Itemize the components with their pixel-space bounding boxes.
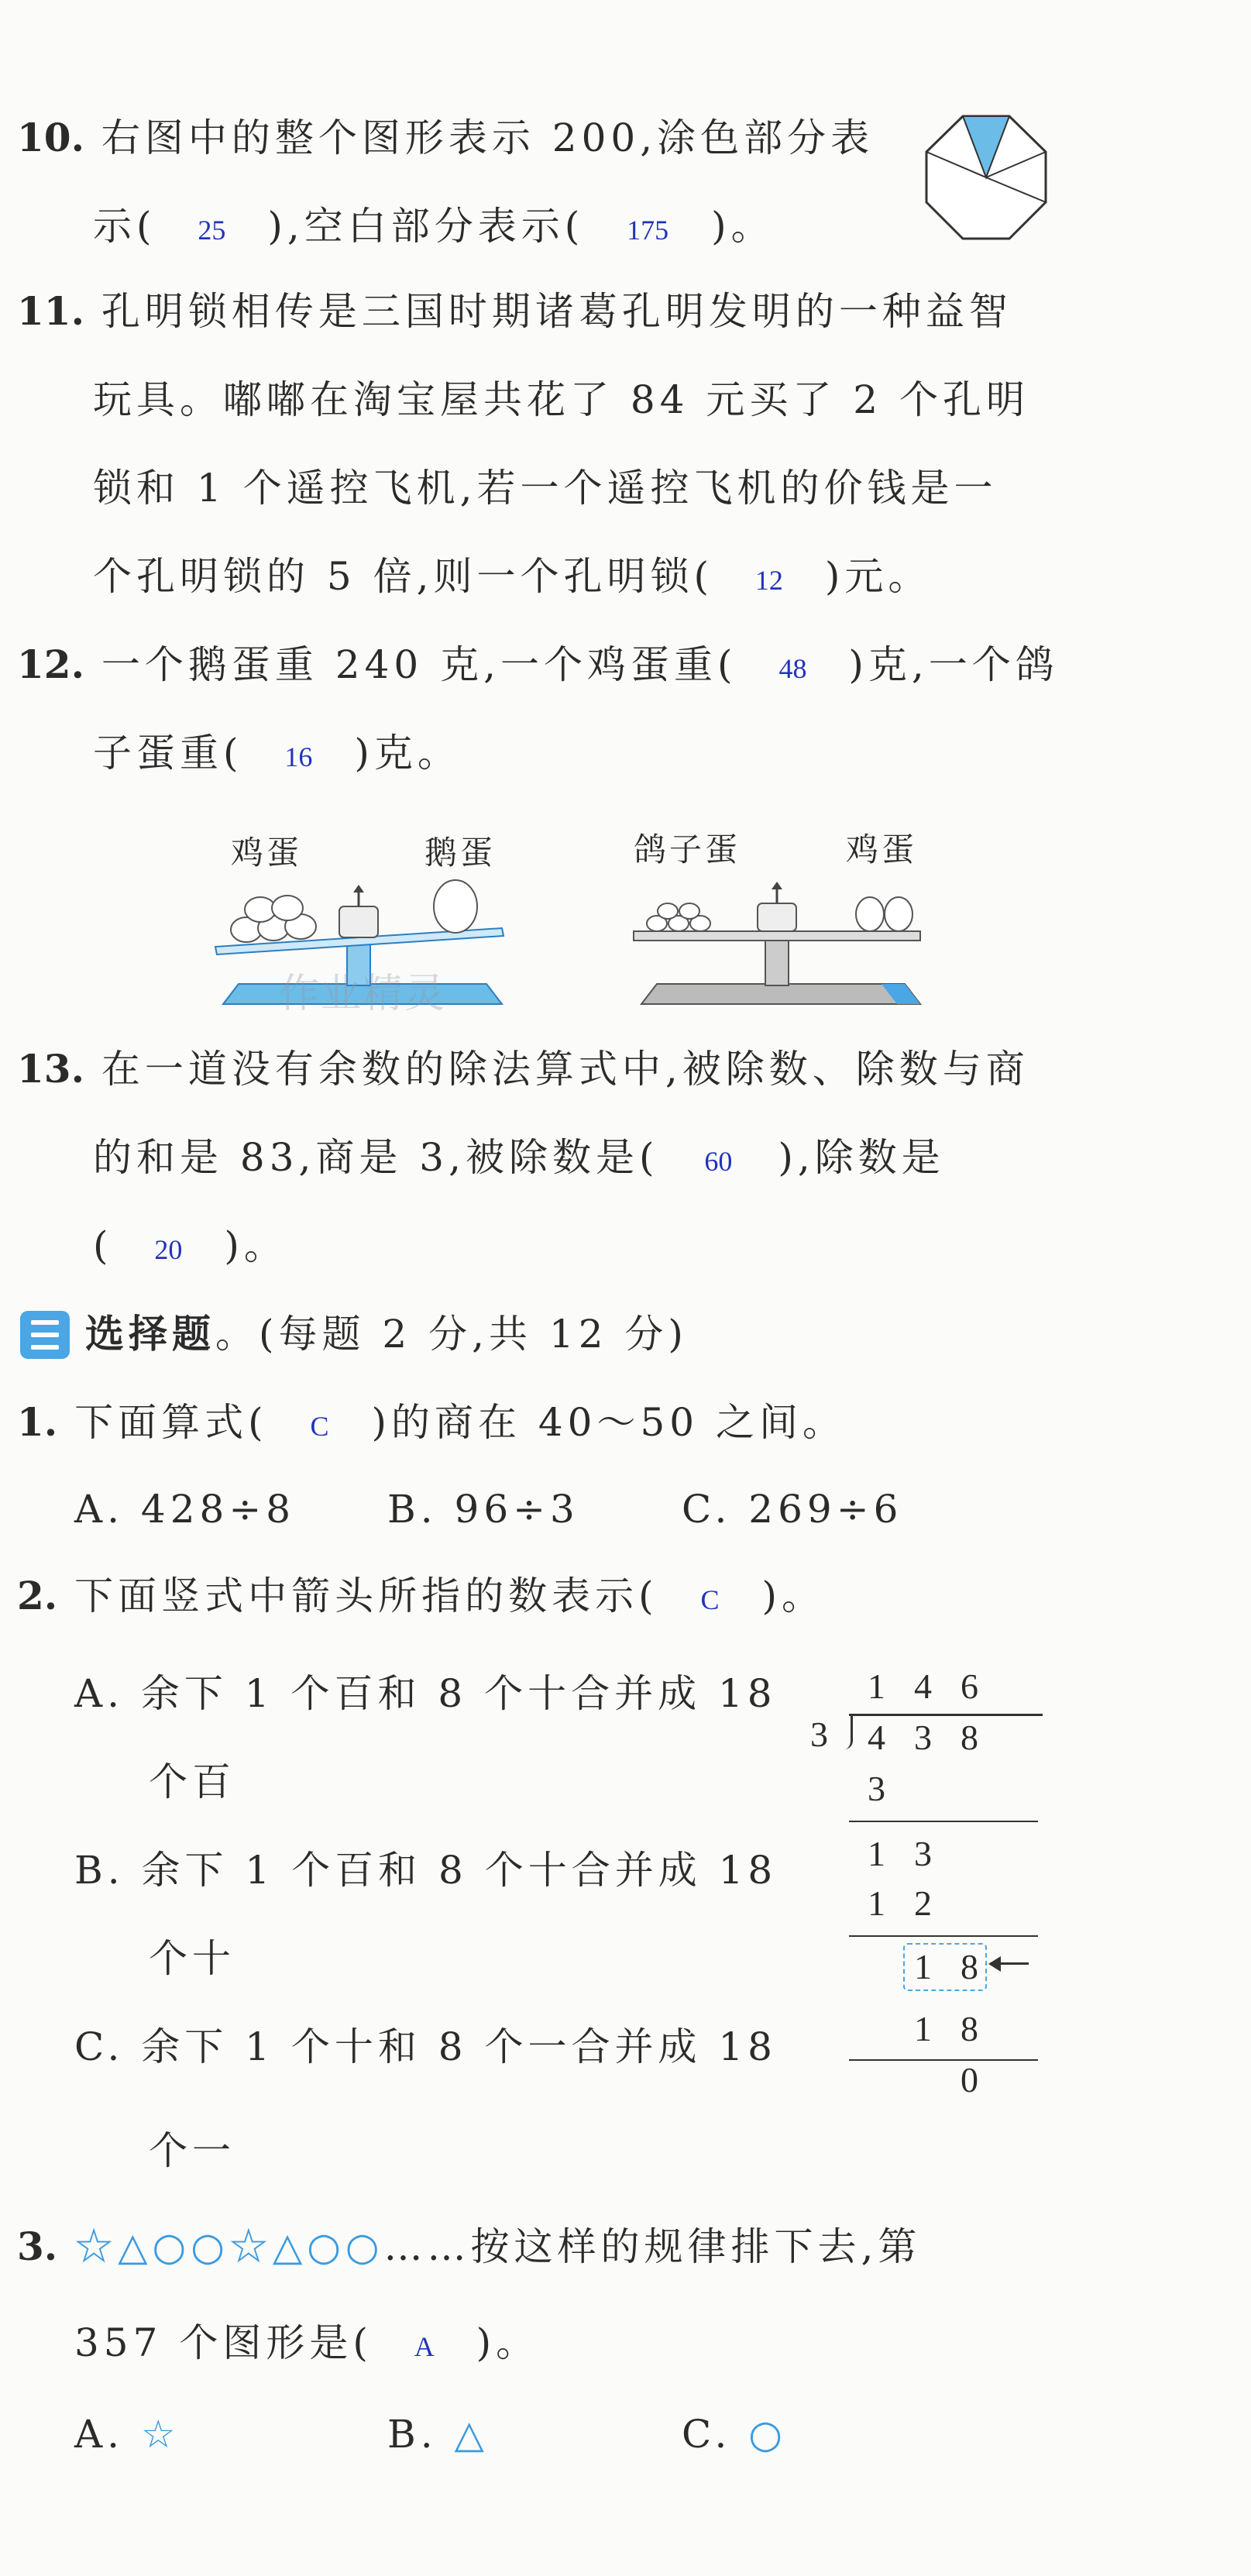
step5-digit: 1 xyxy=(914,2009,932,2048)
step5-digit: 8 xyxy=(961,2009,978,2048)
c3-option-a-label: A. xyxy=(74,2412,125,2457)
q12-line1 xyxy=(17,641,1059,692)
c3-line1 xyxy=(17,2223,921,2270)
c1-answer: C xyxy=(310,1411,329,1442)
q10-number: 10. xyxy=(17,115,84,160)
triangle-icon: △ xyxy=(454,2412,489,2457)
step1-digit: 3 xyxy=(868,1769,885,1808)
dividend-digit: 4 xyxy=(868,1718,885,1757)
q11-line2: 玩具。嘟嘟在淘宝屋共花了 84 元买了 2 个孔明 xyxy=(93,377,1030,422)
section3-note: 。(每题 2 分,共 12 分) xyxy=(215,1312,688,1357)
q12-text2-pre: 子蛋重( xyxy=(93,731,243,776)
c3-text-post: ……按这样的规律排下去,第 xyxy=(383,2224,922,2269)
c3-answer: A xyxy=(414,2331,435,2362)
c2-option-b-line1: B. 余下 1 个百和 8 个十合并成 18 xyxy=(74,1848,778,1893)
c2-option-c-line1: C. 余下 1 个十和 8 个一合并成 18 xyxy=(74,2024,777,2069)
c1-option-a: A. 428÷8 xyxy=(74,1487,296,1532)
quotient-digit: 4 xyxy=(914,1666,932,1706)
q13-number: 13. xyxy=(17,1046,84,1092)
q10-answer-colored: 25 xyxy=(198,215,226,246)
division-bracket xyxy=(844,1714,853,1749)
section-three-badge xyxy=(20,1311,70,1359)
q13-text2-post: ),除数是 xyxy=(778,1135,945,1180)
arrow-head-icon xyxy=(988,1956,1001,1972)
c3-option-b-label: B. xyxy=(387,2412,438,2457)
scale1-left-label: 鸡蛋 xyxy=(231,834,303,872)
balance-scale-2 xyxy=(626,868,928,1007)
q12-answer-chicken-egg: 48 xyxy=(778,653,807,684)
q12-text2-post: )克。 xyxy=(354,731,461,776)
c2-option-c-line2: 个一 xyxy=(149,2128,235,2173)
q13-answer-dividend: 60 xyxy=(704,1146,733,1177)
q12-text-pre: 一个鹅蛋重 240 克,一个鸡蛋重( xyxy=(101,642,737,687)
scale2-left-label: 鸽子蛋 xyxy=(634,831,741,868)
c2-option-a-line2: 个百 xyxy=(149,1759,235,1804)
c1-line1 xyxy=(17,1399,846,1450)
q13-text2-pre: 的和是 83,商是 3,被除数是( xyxy=(93,1135,659,1180)
c3-number: 3. xyxy=(17,2223,58,2269)
step3-digit: 1 xyxy=(868,1883,885,1923)
c2-line1 xyxy=(17,1573,825,1623)
q11-text-pre: 个孔明锁的 5 倍,则一个孔明锁( xyxy=(93,554,713,599)
remainder: 0 xyxy=(961,2060,978,2100)
division-bar xyxy=(849,1714,1043,1716)
section3-title: 选择题 xyxy=(85,1312,215,1357)
c1-text-post: )的商在 40～50 之间。 xyxy=(371,1400,846,1445)
quotient-digit: 1 xyxy=(868,1666,885,1706)
q13-line1 xyxy=(17,1046,1029,1092)
q10-answer-blank: 175 xyxy=(627,215,669,246)
c3-line2 xyxy=(74,2320,539,2370)
star-icon: ☆ xyxy=(140,2412,180,2457)
section3-header xyxy=(85,1311,688,1357)
q10-text-mid: ),空白部分表示( xyxy=(267,204,585,249)
step-line xyxy=(849,1821,1038,1822)
q13-text3-post: )。 xyxy=(224,1223,287,1268)
q10-text: 右图中的整个图形表示 200,涂色部分表 xyxy=(101,115,875,160)
c3-option-b xyxy=(387,2411,489,2457)
q13-line3 xyxy=(93,1223,287,1273)
octagon-figure xyxy=(920,113,1052,245)
c3-text2-post: )。 xyxy=(476,2320,540,2365)
step4-digit: 1 xyxy=(914,1947,932,1986)
q10-text-post: )。 xyxy=(711,204,775,249)
q11-text1: 孔明锁相传是三国时期诸葛孔明发明的一种益智 xyxy=(101,289,1012,334)
step2-digit: 3 xyxy=(914,1834,932,1873)
c2-answer: C xyxy=(700,1584,720,1615)
circle-icon: ○ xyxy=(748,2412,787,2457)
quotient-digit: 6 xyxy=(961,1666,978,1706)
q11-answer: 12 xyxy=(754,565,783,596)
long-division xyxy=(806,1658,1061,2107)
q11-line1 xyxy=(17,288,1012,335)
c2-option-a-line1: A. 余下 1 个百和 8 个十合并成 18 xyxy=(74,1671,777,1716)
step3-digit: 2 xyxy=(914,1883,932,1923)
q12-answer-pigeon-egg: 16 xyxy=(284,741,313,772)
shape-sequence: ☆△○○☆△○○ xyxy=(74,2224,384,2269)
step2-digit: 1 xyxy=(868,1834,885,1873)
q11-line3: 锁和 1 个遥控飞机,若一个遥控飞机的价钱是一 xyxy=(93,466,998,511)
c1-option-b: B. 96÷3 xyxy=(387,1487,579,1532)
q13-text1: 在一道没有余数的除法算式中,被除数、除数与商 xyxy=(101,1047,1029,1092)
q11-text-post: )元。 xyxy=(824,554,932,599)
divisor: 3 xyxy=(810,1714,828,1754)
scale1-right-label: 鹅蛋 xyxy=(424,834,497,872)
q13-line2 xyxy=(93,1134,945,1185)
q12-text-post: )克,一个鸽 xyxy=(848,642,1059,687)
q11-line4 xyxy=(93,553,931,604)
scale2-right-label: 鸡蛋 xyxy=(846,831,918,868)
step-line xyxy=(849,2059,1038,2061)
c1-option-c: C. 269÷6 xyxy=(682,1487,903,1532)
c2-text-pre: 下面竖式中箭头所指的数表示( xyxy=(74,1573,658,1618)
c1-text-pre: 下面算式( xyxy=(74,1400,268,1445)
q12-number: 12. xyxy=(17,641,84,687)
q10-line2 xyxy=(93,203,775,253)
c3-option-c-label: C. xyxy=(682,2412,732,2457)
q10-text-pre: 示( xyxy=(93,204,156,249)
q11-number: 11. xyxy=(17,288,84,334)
step-line xyxy=(849,1935,1038,1937)
q10-line1 xyxy=(17,115,874,161)
c3-text2-pre: 357 个图形是( xyxy=(74,2320,373,2365)
c3-option-c xyxy=(682,2411,787,2457)
q12-line2 xyxy=(93,730,461,780)
step4-digit: 8 xyxy=(961,1947,978,1986)
q13-answer-divisor: 20 xyxy=(154,1234,183,1265)
q13-text3-pre: ( xyxy=(93,1223,113,1268)
dividend-digit: 3 xyxy=(914,1718,932,1757)
c2-text-post: )。 xyxy=(761,1573,825,1618)
c3-option-a xyxy=(74,2411,180,2457)
watermark: 作业精灵 xyxy=(279,971,447,1017)
c1-number: 1. xyxy=(17,1399,58,1445)
dividend-digit: 8 xyxy=(961,1718,978,1757)
c2-option-b-line2: 个十 xyxy=(149,1936,235,1981)
c2-number: 2. xyxy=(17,1573,58,1618)
